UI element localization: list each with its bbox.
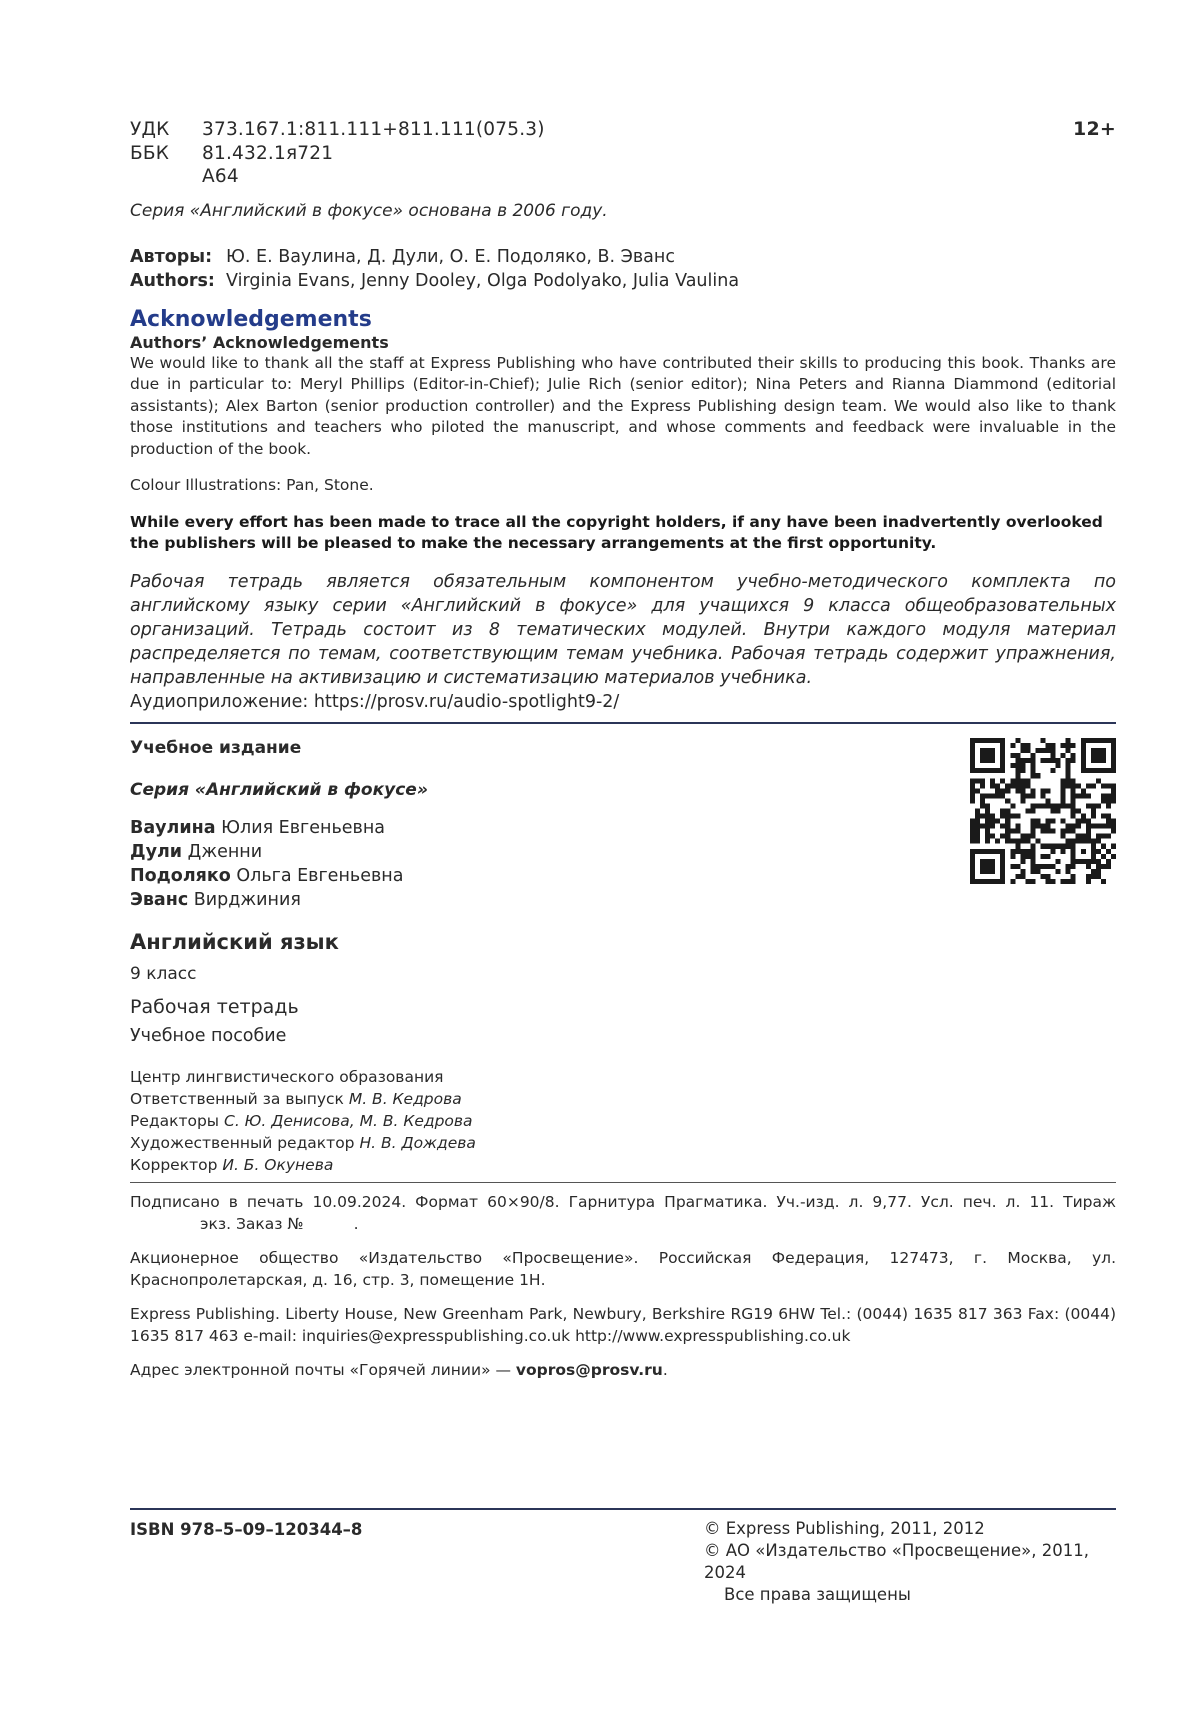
author-sign-row (130, 165, 1116, 189)
staff-item: Художественный редактор Н. В. Дождева (130, 1134, 476, 1152)
authors-en-names: Virginia Evans, Jenny Dooley, Olga Podolyako, Julia Vaulina (226, 270, 740, 291)
series-note: Серия «Английский в фокусе» основана в 2006 году. (130, 200, 608, 221)
qr-code[interactable] (970, 738, 1116, 884)
hotline: Адрес электронной почты «Горячей линии» — vopros@prosv.ru. (130, 1361, 668, 1379)
edition-block (130, 738, 1116, 1046)
age-rating: 12+ (1073, 118, 1116, 140)
copyright-line: © АО «Издательство «Просвещение», 2011, 2024 (704, 1541, 1089, 1582)
authors-ru-label: Авторы: (130, 246, 213, 267)
udk-value: 373.167.1:811.111+811.111(075.3) (202, 119, 545, 140)
publisher-ru: Акционерное общество «Издательство «Просвещение». Российская Федерация, 127473, г. Москва, ул. Краснопролетарская, д. 16, стр. 3, помещение 1Н. (130, 1249, 1116, 1289)
hotline-email[interactable]: vopros@prosv.ru (515, 1361, 663, 1379)
print-run-label: Тираж (1063, 1193, 1116, 1211)
staff-list (130, 1066, 1116, 1176)
person-item: Подоляко Ольга Евгеньевна (130, 866, 404, 886)
udk-row (130, 118, 1116, 142)
footer (130, 1508, 1116, 1604)
authors-block (130, 245, 1116, 293)
copyright-disclaimer: While every effort has been made to trace all the copyright holders, if any have been inadvertently overlooked the publishers will be pleased to make the necessary arrangements at the first opportunity. (130, 513, 1103, 552)
person-item: Дули Дженни (130, 842, 263, 862)
rights-reserved: Все права защищены (724, 1585, 911, 1604)
bbk-row (130, 142, 1116, 166)
bbk-label: ББК (130, 142, 170, 164)
subject-title: Английский язык (130, 930, 339, 954)
imprint-page (130, 118, 1116, 1381)
bbk-value: 81.432.1я721 (202, 142, 334, 164)
audio-link[interactable]: Аудиоприложение: https://prosv.ru/audio-spotlight9-2/ (130, 692, 620, 712)
acknowledgements-body: We would like to thank all the staff at Express Publishing who have contributed their skills to producing this book. Thanks are due in particular to: Meryl Phillips (Editor-in-Chief); Julie Rich (senior editor); Nina Peters and Rianna Diammond (editorial assistants); Alex Barton (senior production controller) and the Express Publishing design team. We would also like to thank those institutions and teachers who piloted the manuscript, and whose comments and feedback were invaluable in the production of the book. (130, 353, 1116, 458)
grade-label: 9 класс (130, 964, 197, 984)
book-type: Рабочая тетрадь (130, 996, 299, 1018)
edition-heading: Учебное издание (130, 738, 302, 758)
section-divider (130, 722, 1116, 724)
staff-item: Ответственный за выпуск М. В. Кедрова (130, 1090, 462, 1108)
author-sign: А64 (202, 166, 239, 187)
footer-divider (130, 1508, 1116, 1510)
person-item: Ваулина Юлия Евгеньевна (130, 818, 385, 838)
acknowledgements-subtitle: Authors’ Acknowledgements (130, 332, 389, 352)
illustrations-credit: Colour Illustrations: Pan, Stone. (130, 476, 374, 494)
staff-item: Редакторы С. Ю. Денисова, М. В. Кедрова (130, 1112, 473, 1130)
people-list (130, 816, 1116, 912)
hotline-label: Адрес электронной почты «Горячей линии» — (130, 1361, 511, 1379)
authors-ru-names: Ю. Е. Ваулина, Д. Дули, О. Е. Подоляко, В. Эванс (226, 246, 675, 267)
isbn: ISBN 978–5–09–120344–8 (130, 1520, 363, 1539)
copyright-block (704, 1518, 1116, 1606)
workbook-description: Рабочая тетрадь является обязательным компонентом учебно-методического комплекта по английскому языку серии «Английский в фокусе» для учащихся 9 класса общеобразовательных организаций. Тетрадь состоит из 8 тематических модулей. Внутри каждого модуля материал распределяется по темам, соответствующим темам учебника. Рабочая тетрадь содержит упражнения, направленные на активизацию и систематизацию материалов учебника. (130, 572, 1116, 688)
printing-info: Подписано в печать 10.09.2024. Формат 60×90/8. Гарнитура Прагматика. Уч.-изд. л. 9,77. Усл. печ. л. 11. Тиражэкз. Заказ № . (130, 1193, 1116, 1233)
acknowledgements-title: Acknowledgements (130, 306, 372, 332)
order-label: экз. Заказ № (200, 1215, 304, 1233)
edition-series: Серия «Английский в фокусе» (130, 780, 428, 800)
printing-signed: Подписано в печать 10.09.2024. Формат 60×90/8. Гарнитура Прагматика. Уч.-изд. л. 9,77. Усл. печ. л. 11. (130, 1193, 1055, 1211)
copyright-line: © Express Publishing, 2011, 2012 (704, 1519, 985, 1538)
udk-label: УДК (130, 119, 170, 140)
book-kind: Учебное пособие (130, 1026, 287, 1046)
print-divider (130, 1182, 1116, 1183)
staff-item: Корректор И. Б. Окунева (130, 1156, 334, 1174)
authors-en-label: Authors: (130, 270, 215, 291)
classification-codes (130, 118, 1116, 189)
publisher-en: Express Publishing. Liberty House, New Greenham Park, Newbury, Berkshire RG19 6HW Tel.: (0044) 1635 817 363 Fax: (0044) 1635 817 463 e-mail: inquiries@expresspublishing.co.uk http://www.expresspublishing.co.uk (130, 1305, 1116, 1345)
staff-item: Центр лингвистического образования (130, 1068, 444, 1086)
person-item: Эванс Вирджиния (130, 890, 301, 910)
